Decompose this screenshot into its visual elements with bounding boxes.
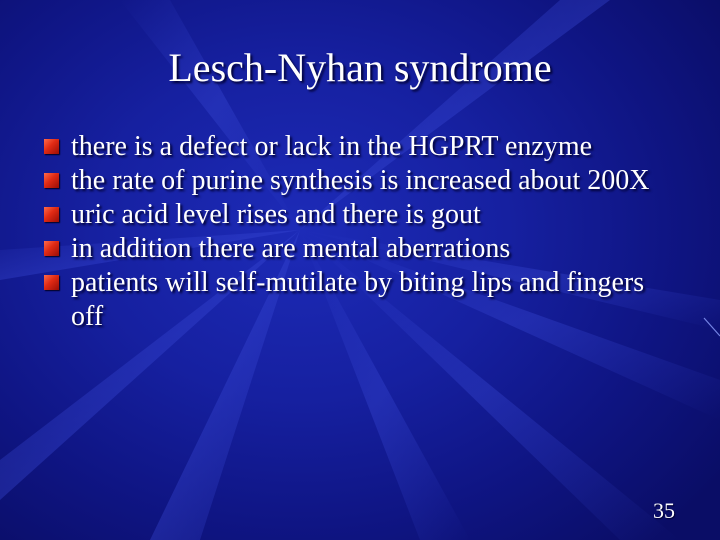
- red-square-bullet-icon: [44, 139, 59, 154]
- bullet-text: there is a defect or lack in the HGPRT enzyme: [71, 131, 593, 162]
- red-square-bullet-icon: [44, 173, 59, 188]
- bullet-item: [42, 130, 682, 164]
- bullet-text: the rate of purine synthesis is increased about 200X: [71, 165, 650, 196]
- bullet-item: [42, 232, 682, 266]
- red-square-bullet-icon: [44, 241, 59, 256]
- bullet-text: in addition there are mental aberrations: [71, 233, 511, 264]
- bullet-item: [42, 164, 682, 198]
- page-number: 35: [653, 498, 675, 523]
- red-square-bullet-icon: [44, 207, 59, 222]
- bullet-item: [42, 198, 682, 232]
- red-square-bullet-icon: [44, 275, 59, 290]
- bullet-list: [42, 130, 682, 334]
- bullet-text: uric acid level rises and there is gout: [71, 199, 481, 230]
- bullet-text: patients will self-mutilate by biting lips and fingers off: [71, 267, 645, 332]
- bullet-item: [42, 266, 682, 334]
- slide-title: Lesch-Nyhan syndrome: [168, 45, 552, 90]
